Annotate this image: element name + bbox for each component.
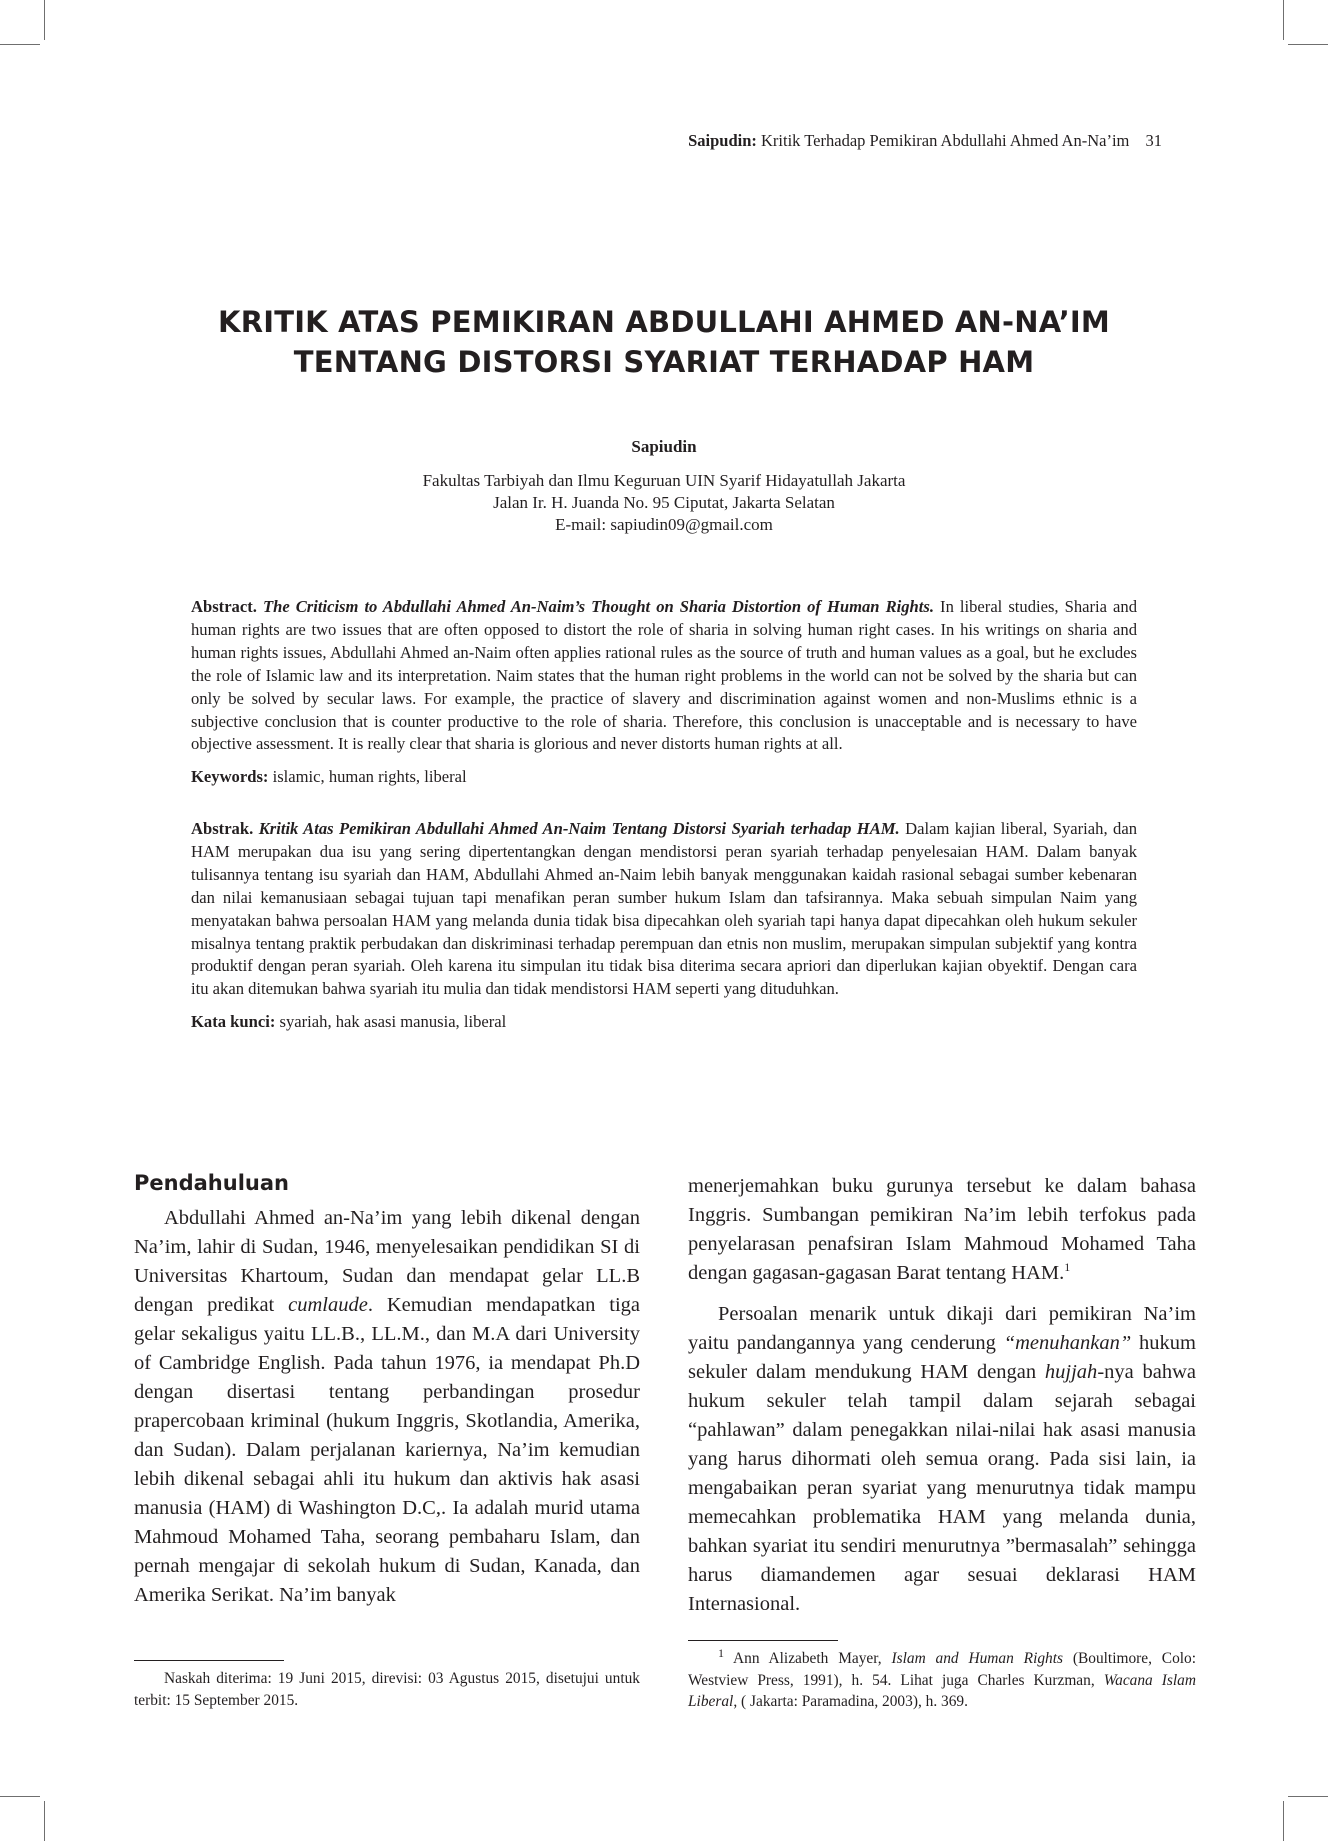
footnote-italic: Islam and Human Rights — [891, 1650, 1063, 1667]
abstract-english — [191, 596, 1137, 789]
body-column-left — [134, 1204, 640, 1610]
body-text: hukum sekuler dalam mendukung HAM dengan — [688, 1332, 1197, 1383]
body-text: Abdullahi Ahmed an-Na’im yang lebih dikenal dengan Na’im, lahir di Sudan, 1946, menyelesaikan pendidikan SI di Universitas Khartoum, Sudan dan mendapat gelar LL.B dengan predikat — [134, 1207, 640, 1316]
page-number: 31 — [1145, 131, 1162, 150]
body-paragraph — [134, 1204, 640, 1610]
footnote-italic: Wacana Islam Liberal — [688, 1671, 1196, 1710]
footnote-divider — [688, 1640, 838, 1641]
footnote-ref[interactable]: 1 — [1064, 1260, 1071, 1275]
footnote-text — [688, 1645, 1197, 1713]
footnote-text: Naskah diterima: 19 Juni 2015, direvisi: 03 Agustus 2015, disetujui untuk terbit: 15 September 2015. — [134, 1670, 640, 1709]
body-paragraph — [688, 1300, 1196, 1619]
abstract-label: Abstract. — [191, 597, 257, 616]
body-text-italic: hujjah — [1044, 1361, 1098, 1383]
body-text: Persoalan menarik untuk dikaji dari pemikiran Na’im yaitu pandangannya yang cenderung — [688, 1303, 1196, 1354]
footnote-1 — [688, 1645, 1197, 1713]
footnote-submission — [134, 1668, 640, 1711]
author-email: E-mail: sapiudin09@gmail.com — [555, 515, 773, 534]
paper-title-line: KRITIK ATAS PEMIKIRAN ABDULLAHI AHMED AN-NA’IM — [218, 305, 1110, 339]
body-text-italic: cumlaude — [288, 1294, 368, 1316]
author-name: Sapiudin — [631, 437, 697, 456]
body-text-italic: “menuhankan” — [1003, 1332, 1132, 1354]
abstract-body: Dalam kajian liberal, Syariah, dan HAM merupakan dua isu yang sering dipertentangkan dengan mendistorsi peran syariah terhadap penyelesaian HAM. Dalam banyak tulisannya tentang isu syariah dan HAM, Abdullahi Ahmed an-Naim lebih banyak menggunakan kaidah rasional sebagai sumber kebenaran dan nilai kemanusiaan sebagai tujuan tapi menafikan peran sumber hukum Islam dan tafsirannya. Maka sebuah simpulan Naim yang menyatakan bahwa persoalan HAM yang melanda dunia tidak bisa dipecahkan oleh syariah tapi hanya dapat dipecahkan oleh hukum sekuler misalnya tentang praktik perbudakan dan diskriminasi terhadap perempuan dan etnis non muslim, merupakan simpulan subjektif yang kontra produktif dengan peran syariah. Oleh karena itu simpulan itu tidak bisa diterima secara apriori dan diperlukan kajian obyektif. Dengan cara itu akan ditemukan bahwa syariah itu mulia dan tidak mendistorsi HAM seperti yang dituduhkan. — [191, 819, 1137, 999]
abstract-paragraph — [191, 596, 1137, 756]
footnote-number: 1 — [718, 1645, 724, 1660]
keywords — [191, 1011, 1137, 1034]
footnote-divider — [134, 1660, 284, 1661]
running-header — [688, 131, 1162, 151]
paper-title-line: TENTANG DISTORSI SYARIAT TERHADAP HAM — [293, 345, 1035, 379]
crop-mark — [1288, 44, 1328, 45]
author-affiliation: Fakultas Tarbiyah dan Ilmu Keguruan UIN Syarif Hidayatullah Jakarta — [422, 471, 906, 490]
running-header-title: Kritik Terhadap Pemikiran Abdullahi Ahmed An-Na’im — [761, 131, 1130, 150]
crop-mark — [1283, 1801, 1284, 1841]
author-address: Jalan Ir. H. Juanda No. 95 Ciputat, Jakarta Selatan — [493, 493, 835, 512]
keywords-label: Kata kunci: — [191, 1012, 276, 1032]
section-heading: Pendahuluan — [134, 1171, 289, 1195]
abstract-title: The Criticism to Abdullahi Ahmed An-Naim’s Thought on Sharia Distortion of Human Rights. — [262, 597, 934, 616]
author-block — [0, 436, 1328, 536]
crop-mark — [1288, 1796, 1328, 1797]
crop-mark — [1283, 0, 1284, 40]
crop-mark — [0, 1796, 40, 1797]
body-paragraph — [688, 1172, 1196, 1288]
abstract-paragraph — [191, 818, 1137, 1001]
body-text: menerjemahkan buku gurunya tersebut ke dalam bahasa Inggris. Sumbangan pemikiran Na’im lebih terfokus pada penyelarasan penafsiran Islam Mahmoud Mohamed Taha dengan gagasan-gagasan Barat tentang HAM. — [688, 1175, 1196, 1284]
crop-mark — [44, 1801, 45, 1841]
abstract-title: Kritik Atas Pemikiran Abdullahi Ahmed An-Naim Tentang Distorsi Syariah terhadap HAM. — [258, 819, 900, 838]
keywords-list: syariah, hak asasi manusia, liberal — [279, 1012, 507, 1032]
abstract-label: Abstrak. — [191, 819, 254, 838]
keywords-label: Keywords: — [191, 767, 269, 787]
running-header-author: Saipudin: — [688, 131, 757, 150]
abstract-body: In liberal studies, Sharia and human rights are two issues that are often opposed to distort the role of sharia in solving human right cases. In his writings on sharia and human rights issues, Abdullahi Ahmed an-Naim often applies rational rules as the source of truth and human values as a goal, but he excludes the role of Islamic law and its interpretation. Naim states that the human right problems in the world can not be solved by the sharia but can only be solved by secular laws. For example, the practice of slavery and discrimination against women and non-Muslims ethnic is a subjective conclusion that is counter productive to the role of sharia. Therefore, this conclusion is unacceptable and is necessary to have objective assessment. It is really clear that sharia is glorious and never distorts human rights at all. — [191, 597, 1137, 754]
crop-mark — [44, 0, 45, 40]
body-column-right — [688, 1172, 1196, 1619]
footnote-part: Ann Alizabeth Mayer, — [724, 1650, 892, 1667]
keywords — [191, 766, 1137, 789]
abstract-indonesian — [191, 818, 1137, 1034]
keywords-list: islamic, human rights, liberal — [272, 767, 467, 787]
body-text: . Kemudian mendapatkan tiga gelar sekaligus yaitu LL.B., LL.M., dan M.A dari University of Cambridge English. Pada tahun 1976, ia mendapat Ph.D dengan disertasi tentang perbandingan prosedur prapercobaan kriminal (hukum Inggris, Skotlandia, Amerika, dan Sudan). Dalam perjalanan kariernya, Na’im kemudian lebih dikenal sebagai ahli itu hukum dan aktivis hak asasi manusia (HAM) di Washington D.C,. Ia adalah murid utama Mahmoud Mohamed Taha, seorang pembaharu Islam, dan pernah mengajar di sekolah hukum di Sudan, Kanada, dan Amerika Serikat. Na’im banyak — [134, 1294, 640, 1606]
footnote-part: , ( Jakarta: Paramadina, 2003), h. 369. — [733, 1693, 968, 1710]
paper-title — [0, 302, 1328, 382]
body-text: -nya bahwa hukum sekuler telah tampil dalam sejarah sebagai “pahlawan” dalam penegakkan nilai-nilai hak asasi manusia yang harus dihormati oleh semua orang. Pada sisi lain, ia mengabaikan peran syariat yang menurutnya tidak mampu memecahkan problematika HAM yang melanda dunia, bahkan syariat itu sendiri menurutnya ”bermasalah” sehingga harus diamandemen agar sesuai deklarasi HAM Internasional. — [688, 1361, 1196, 1615]
crop-mark — [0, 44, 40, 45]
footnote-part: (Boultimore, Colo: Westview Press, 1991), h. 54. Lihat juga Charles Kurzman, — [688, 1650, 1197, 1689]
